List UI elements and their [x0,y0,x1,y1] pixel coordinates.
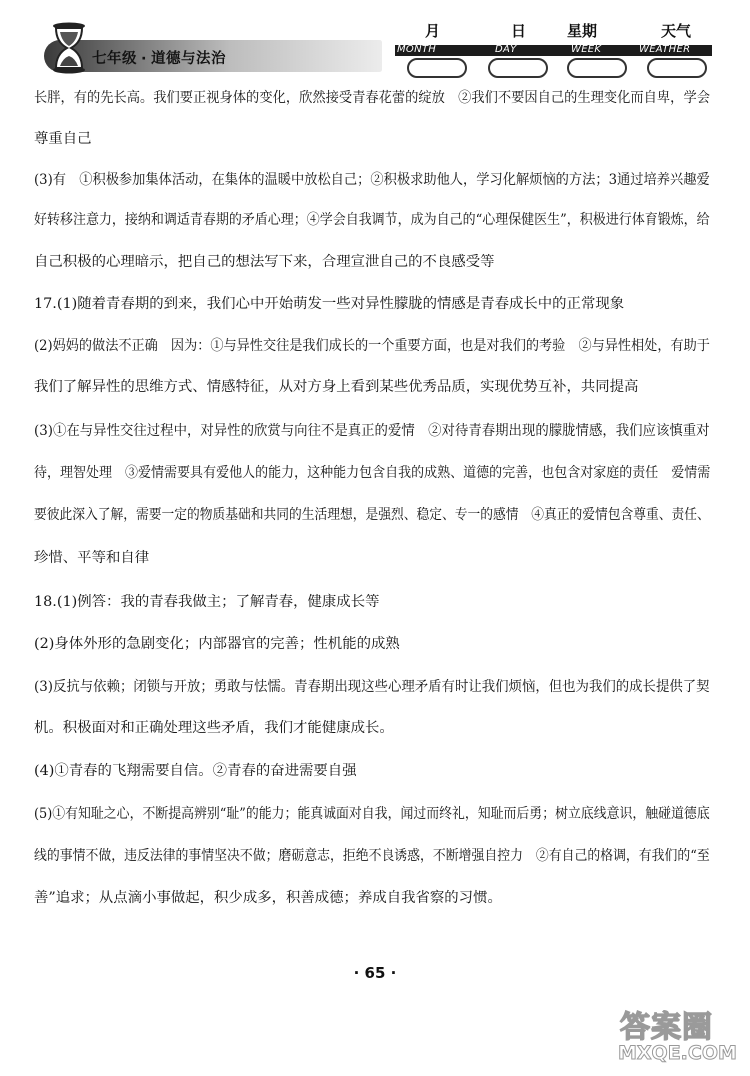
month-label: 月 [425,22,441,40]
text-line: 好转移注意力，接纳和调适青春期的矛盾心理；④学会自我调节，成为自己的“心理保健医生”，积极进行体育锻炼，给 [34,212,710,228]
text-line: 珍惜、平等和自律 [34,550,150,566]
text-line: (2)妈妈的做法不正确 因为：①与异性交往是我们成长的一个重要方面，也是对我们的考验 ②与异性相处，有助于 [34,338,710,354]
hourglass-icon [50,22,88,74]
weather-label: 天气 [661,22,692,40]
day-en-label: DAY [495,44,517,55]
text-line: (4)①青春的飞翔需要自信。②青春的奋进需要自强 [34,763,357,779]
day-label: 日 [511,22,527,40]
week-label: 星期 [567,22,598,40]
date-english-bar [395,45,712,56]
text-line: 18.(1)例答：我的青春我做主；了解青春，健康成长等 [34,594,380,610]
grade-label: 七年级 [92,51,137,67]
page-header [0,0,750,90]
text-line: 我们了解异性的思维方式、情感特征，从对方身上看到某些优秀品质，实现优势互补，共同提高 [34,379,639,395]
page-number: · 65 · [353,964,397,982]
subject-dot: · [141,51,148,67]
text-line: (3)①在与异性交往过程中，对异性的欣赏与向往不是真正的爱情 ②对待青春期出现的朦胧情感，我们应该慎重对 [34,423,710,439]
month-en-label: MONTH [397,44,437,55]
text-line: 尊重自己 [34,131,92,147]
weather-field[interactable] [647,58,707,78]
month-field[interactable] [407,58,467,78]
day-field[interactable] [488,58,548,78]
text-line: 长胖，有的先长高。我们要正视身体的变化，欣然接受青春花蕾的绽放 ②我们不要因自己的生理变化而自卑，学会 [34,90,710,106]
text-line: (5)①有知耻之心，不断提高辨别“耻”的能力；能真诚面对自我，闻过而终礼，知耻而后勇；树立底线意识，触碰道德底 [34,806,710,822]
week-field[interactable] [567,58,627,78]
text-line: (2)身体外形的急剧变化；内部器官的完善；性机能的成熟 [34,636,400,652]
subject-title [92,47,226,68]
watermark-logo: 答案圈 [620,1010,713,1045]
week-en-label: WEEK [571,44,602,55]
text-line: 待，理智处理 ③爱情需要具有爱他人的能力，这种能力包含自我的成熟、道德的完善，也包含对家庭的责任 爱情需 [34,465,711,481]
text-line: 自己积极的心理暗示，把自己的想法写下来，合理宣泄自己的不良感受等 [34,254,495,270]
watermark [618,1000,744,1070]
weather-en-label: WEATHER [639,44,691,55]
text-line: 线的事情不做，违反法律的事情坚决不做；磨砺意志，拒绝不良诱惑，不断增强自控力 ②有自己的格调，有我们的“至 [34,848,710,864]
date-labels [395,20,715,40]
subject-label: 道德与法治 [151,51,227,67]
text-line: 17.(1)随着青春期的到来，我们心中开始萌发一些对异性朦胧的情感是青春成长中的正常现象 [34,296,625,312]
text-line: 善”追求；从点滴小事做起，积少成多，积善成德；养成自我省察的习惯。 [34,890,502,906]
text-line: (3)有 ①积极参加集体活动，在集体的温暖中放松自己；②积极求助他人，学习化解烦恼的方法；3通过培养兴趣爱 [34,172,710,188]
watermark-url: MXQE.COM [618,1042,737,1064]
text-line: 机。积极面对和正确处理这些矛盾，我们才能健康成长。 [34,720,394,736]
text-line: 要彼此深入了解，需要一定的物质基础和共同的生活理想，是强烈、稳定、专一的感情 ④真正的爱情包含尊重、责任、 [34,507,710,523]
text-line: (3)反抗与依赖；闭锁与开放；勇敢与怯懦。青春期出现这些心理矛盾有时让我们烦恼，但也为我们的成长提供了契 [34,679,710,695]
